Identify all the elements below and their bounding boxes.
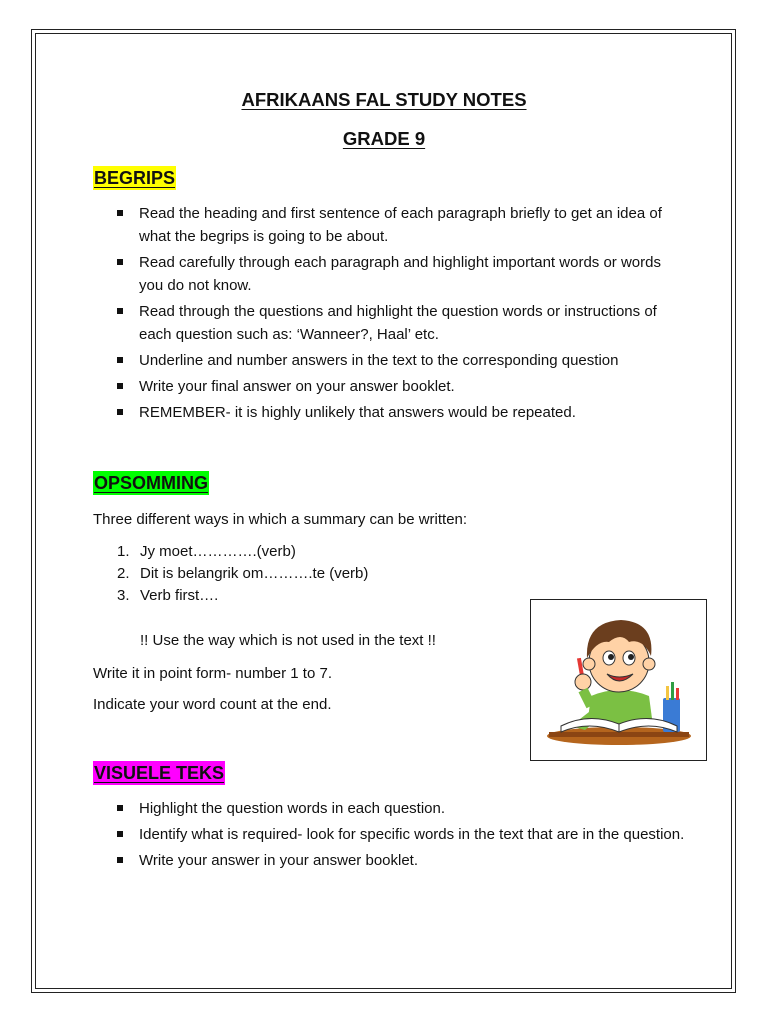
visuele-teks-list [117, 797, 687, 875]
list-item: REMEMBER- it is highly unlikely that answers would be repeated. [117, 401, 687, 424]
visuele-teks-heading: VISUELE TEKS [94, 763, 225, 783]
opsomming-word-count: Indicate your word count at the end. [93, 696, 332, 713]
list-item: 2. Dit is belangrik om……….te (verb) [117, 565, 369, 582]
list-item: Write your answer in your answer booklet. [117, 849, 687, 872]
opsomming-point-form: Write it in point form- number 1 to 7. [93, 665, 332, 682]
list-item: Highlight the question words in each question. [117, 797, 687, 820]
list-item: Read carefully through each paragraph and highlight important words or words you do not know. [117, 251, 687, 297]
illustration-frame [530, 599, 707, 761]
list-item: Read the heading and first sentence of each paragraph briefly to get an idea of what the begrips is going to be about. [117, 202, 687, 248]
opsomming-note: !! Use the way which is not used in the text !! [140, 632, 436, 649]
list-item: Identify what is required- look for specific words in the text that are in the question. [117, 823, 687, 846]
opsomming-intro: Three different ways in which a summary can be written: [93, 511, 468, 528]
list-item: 1. Jy moet………….(verb) [117, 543, 296, 560]
list-item: Read through the questions and highlight the question words or instructions of each question such as: ‘Wanneer?, Haal’ etc. [117, 300, 687, 346]
list-item: 3. Verb first…. [117, 587, 219, 604]
begrips-list [117, 202, 687, 427]
list-item: Underline and number answers in the text to the corresponding question [117, 349, 687, 372]
list-item: Write your final answer on your answer booklet. [117, 375, 687, 398]
document-title: AFRIKAANS FAL STUDY NOTES [241, 89, 527, 110]
boy-studying-icon [531, 600, 706, 760]
opsomming-heading: OPSOMMING [94, 473, 209, 493]
opsomming-numbered-list [117, 541, 368, 607]
begrips-heading: BEGRIPS [94, 168, 176, 188]
grade-title: GRADE 9 [342, 128, 426, 149]
